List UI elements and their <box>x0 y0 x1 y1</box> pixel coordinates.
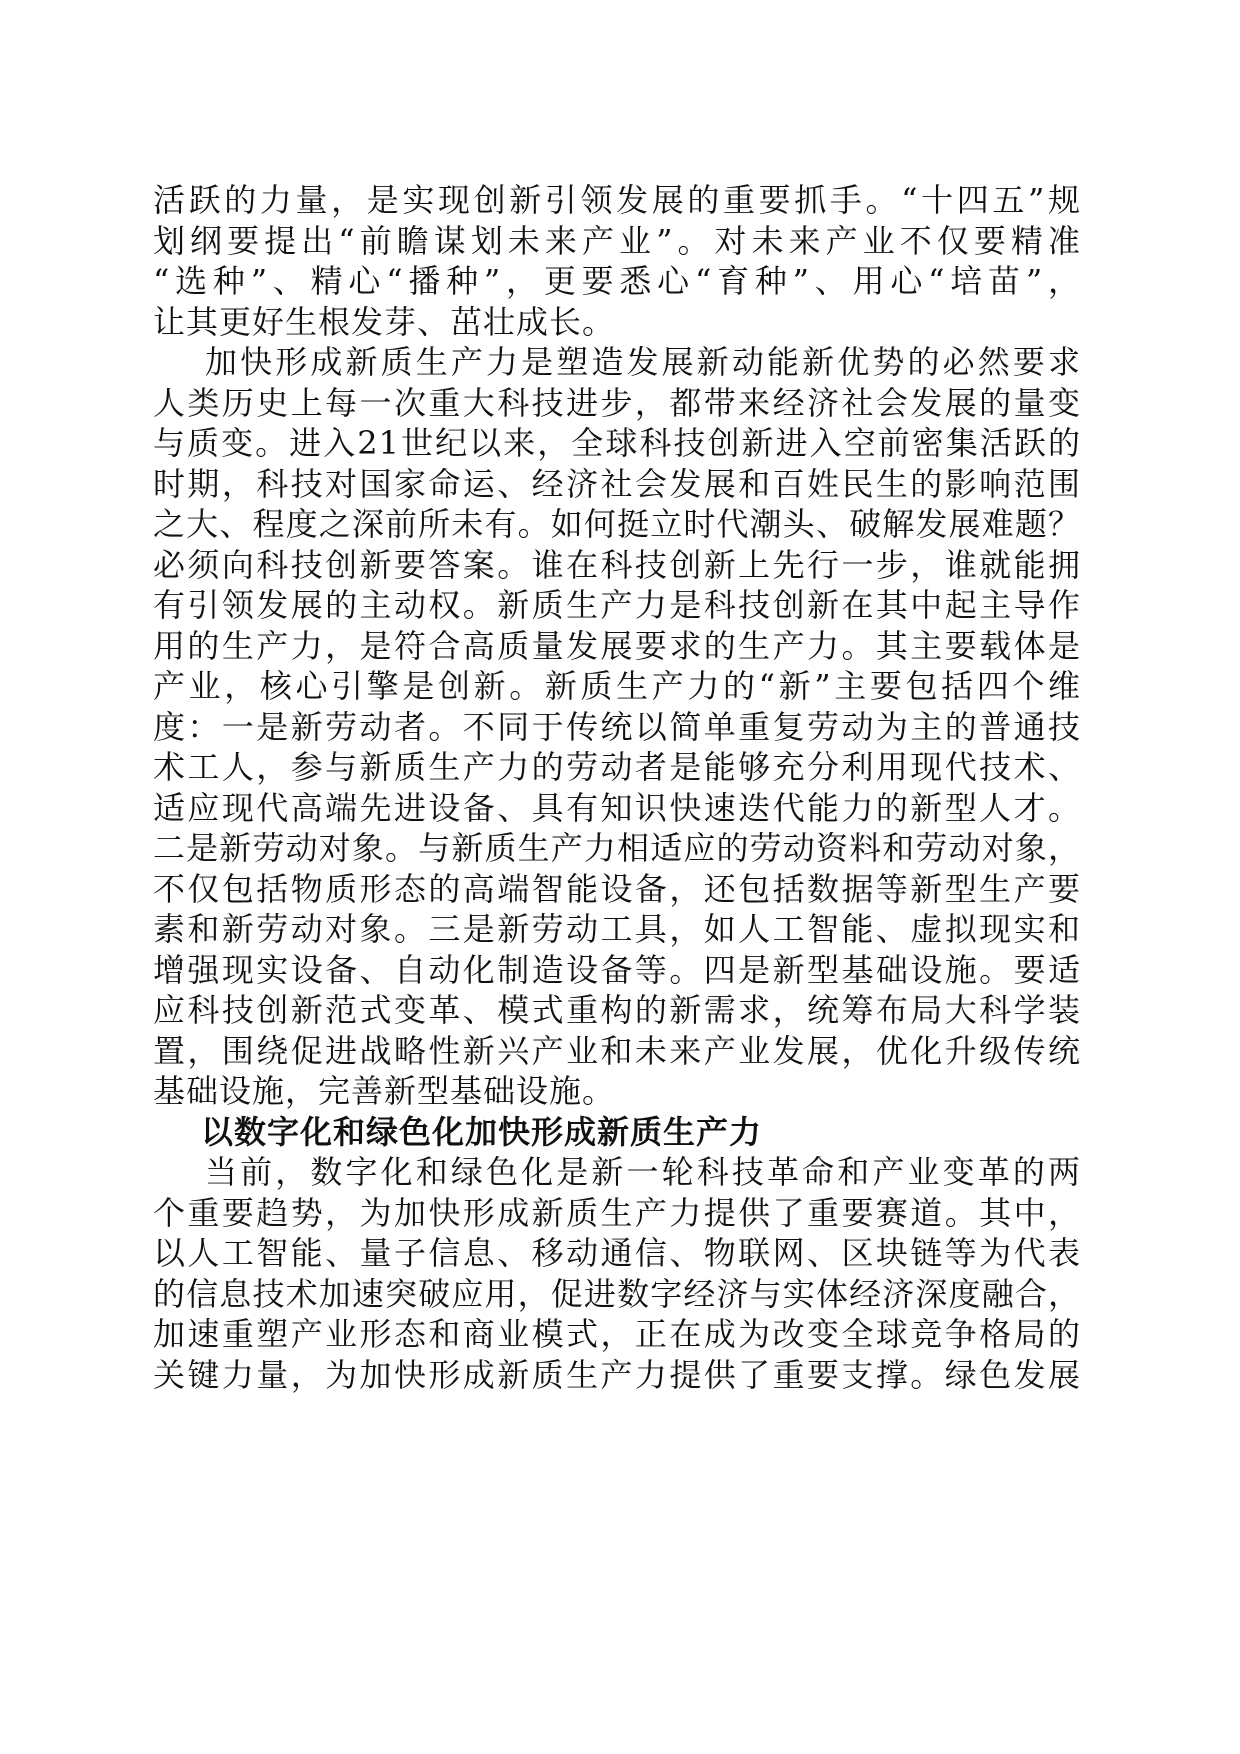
body-text-line: 增强现实设备、自动化制造设备等。四是新型基础设施。要适 <box>153 950 1081 989</box>
body-text-line: 的信息技术加速突破应用，促进数字经济与实体经济深度融合， <box>153 1274 1081 1313</box>
section-heading: 以数字化和绿色化加快形成新质生产力 <box>201 1112 763 1151</box>
body-text-line: 有引领发展的主动权。新质生产力是科技创新在其中起主导作 <box>153 586 1081 624</box>
body-text-line: 置，围绕促进战略性新兴产业和未来产业发展，优化升级传统 <box>153 1031 1081 1070</box>
body-text-line: 加快形成新质生产力是塑造发展新动能新优势的必然要求 <box>205 343 1081 381</box>
body-text-line: 时期，科技对国家命运、经济社会发展和百姓民生的影响范围 <box>153 464 1081 503</box>
body-text-line: “选种”、精心“播种”，更要悉心“育种”、用心“培苗”， <box>153 262 1081 300</box>
body-text-line: 术工人，参与新质生产力的劳动者是能够充分利用现代技术、 <box>153 748 1081 786</box>
body-text-line: 与质变。进入21世纪以来，全球科技创新进入空前密集活跃的 <box>153 424 1081 462</box>
paragraph <box>153 180 1081 342</box>
paragraph <box>153 342 1081 1112</box>
body-text-line: 之大、程度之深前所未有。如何挺立时代潮头、破解发展难题？ <box>153 505 1081 543</box>
body-text-line: 二是新劳动对象。与新质生产力相适应的劳动资料和劳动对象， <box>153 829 1081 867</box>
body-text-line: 关键力量，为加快形成新质生产力提供了重要支撑。绿色发展 <box>153 1355 1081 1394</box>
body-text-line: 活跃的力量，是实现创新引领发展的重要抓手。“十四五”规 <box>153 181 1081 219</box>
body-text-line: 基础设施，完善新型基础设施。 <box>153 1072 616 1110</box>
body-text-line: 让其更好生根发芽、茁壮成长。 <box>153 302 616 341</box>
body-text-line: 素和新劳动对象。三是新劳动工具，如人工智能、虚拟现实和 <box>153 910 1081 948</box>
body-text-line: 加速重塑产业形态和商业模式，正在成为改变全球竞争格局的 <box>153 1315 1081 1353</box>
body-text-line: 必须向科技创新要答案。谁在科技创新上先行一步，谁就能拥 <box>153 545 1081 584</box>
paragraph <box>153 1152 1081 1395</box>
body-text-line: 人类历史上每一次重大科技进步，都带来经济社会发展的量变 <box>153 383 1081 422</box>
body-text-line: 产业，核心引擎是创新。新质生产力的“新”主要包括四个维 <box>153 667 1081 705</box>
body-text-line: 度：一是新劳动者。不同于传统以简单重复劳动为主的普通技 <box>153 707 1081 746</box>
body-text-line: 当前，数字化和绿色化是新一轮科技革命和产业变革的两 <box>205 1153 1081 1191</box>
body-text-line: 划纲要提出“前瞻谋划未来产业”。对未来产业不仅要精准 <box>153 221 1081 260</box>
body-text-line: 用的生产力，是符合高质量发展要求的生产力。其主要载体是 <box>153 626 1081 665</box>
body-text-line: 应科技创新范式变革、模式重构的新需求，统筹布局大科学装 <box>153 991 1081 1029</box>
document-body <box>153 180 1081 1395</box>
body-text-line: 适应现代高端先进设备、具有知识快速迭代能力的新型人才。 <box>153 788 1081 827</box>
body-text-line: 个重要趋势，为加快形成新质生产力提供了重要赛道。其中， <box>153 1193 1081 1232</box>
body-text-line: 不仅包括物质形态的高端智能设备，还包括数据等新型生产要 <box>153 869 1081 908</box>
body-text-line: 以人工智能、量子信息、移动通信、物联网、区块链等为代表 <box>153 1234 1081 1272</box>
